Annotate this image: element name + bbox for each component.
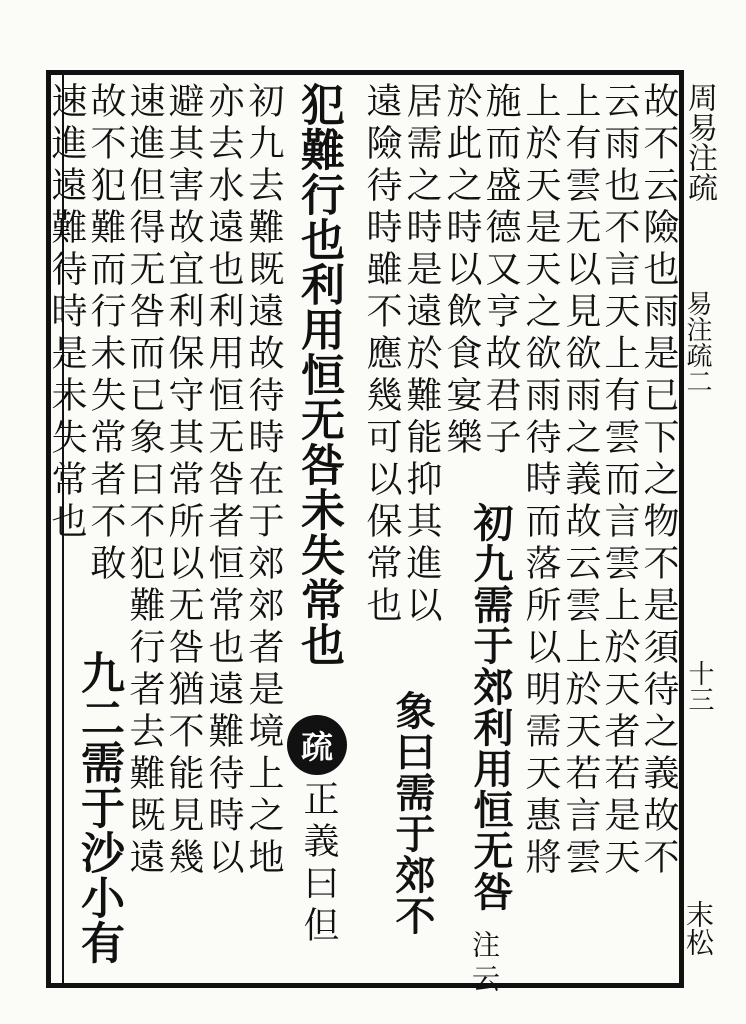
text-column-9-comm: 正義曰但 (298, 780, 339, 948)
text-column-4: 上於天是天之欲雨待時而落所以明需天惠將 (520, 82, 561, 880)
text-column-13: 速進但得无咎而已象曰不犯難行者去難既遠 (124, 82, 165, 880)
text-column-11: 亦去水遠也利用恒无咎者恒常也遠難待時以 (203, 82, 244, 880)
text-column-14: 故不犯難而行未失常者不敢 (85, 82, 126, 586)
text-column-1: 故不云險也雨是已下之物不是須待之義故不 (638, 82, 679, 880)
text-column-12: 避其害故宜利保守其常所以无咎猶不能見幾 (163, 82, 204, 880)
page-number: 十三 (684, 660, 714, 712)
text-column-14-main: 九二需于沙小有 (73, 650, 124, 965)
running-head: 易注疏二 (682, 290, 712, 394)
text-column-7-main: 象曰需于郊不 (389, 690, 436, 936)
text-column-2: 云雨也不言天上有雲而言雲上於天者若是天 (599, 82, 640, 880)
text-column-6: 於此之時以飲食宴樂 (441, 82, 482, 460)
text-column-3: 上有雲无以見欲雨之義故云雲上於天若言雲 (560, 82, 601, 880)
carver-name: 末松 (682, 900, 715, 956)
text-column-5-main: 初九需于郊利用恒无咎 (467, 502, 514, 912)
zhu-marker: 注云 (468, 930, 501, 998)
text-column-10: 初九去難既遠故待時在于郊郊者是境上之地 (243, 82, 284, 880)
text-column-15: 速進遠難待時是未失常也 (46, 82, 87, 544)
text-column-8: 遠險待時雖不應幾可以保常也 (361, 82, 402, 628)
text-column-5: 施而盛德又亨故君子 (480, 82, 521, 460)
book-title: 周易注疏 (682, 82, 717, 202)
text-column-9-main: 犯難行也利用恒无咎未失常也 (293, 82, 344, 667)
commentary-marker: 疏 (287, 715, 347, 775)
text-column-7: 居需之時是遠於難能抑其進以 (401, 82, 442, 628)
